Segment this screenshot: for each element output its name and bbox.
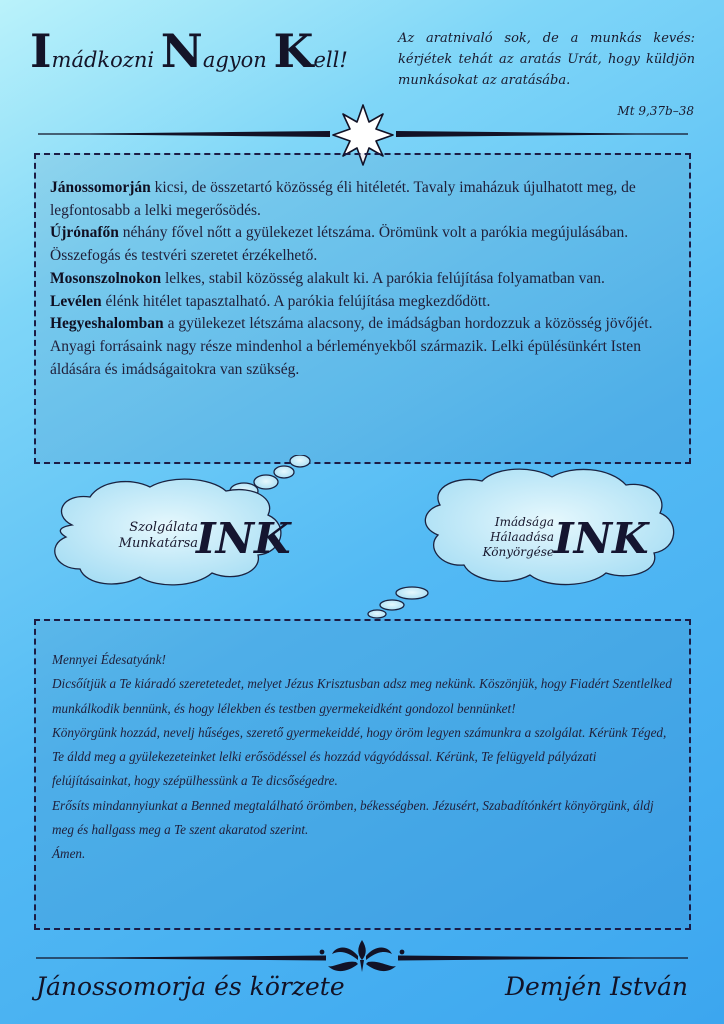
bible-quote: Az aratnivaló sok, de a munkás kevés: kérjétek tehát az aratás Urát, hogy küldjön munkásokat az aratásába.	[398, 31, 695, 88]
report-text: Anyagi forrásaink nagy része mindenhol a bérleményekből származik. Lelki épülésünkért Isten áldására és imádságaitokra van szükség.	[50, 337, 641, 378]
title-initial-2: N	[160, 24, 203, 78]
title-word-2: agyon	[202, 48, 274, 72]
prayer-line: Ámen.	[52, 846, 86, 862]
cloud-right-suffix: INK	[554, 514, 649, 563]
cloud-right-line: Könyörgése	[482, 545, 554, 559]
prayer-line: Mennyei Édesatyánk!	[52, 652, 166, 667]
cloud-left-suffix: INK	[196, 514, 291, 563]
cloud-right-text	[452, 515, 554, 560]
prayer-line: Dicsőítjük a Te kiáradó szeretetedet, melyet Jézus Krisztusban adsz meg nekünk. Köszönjük, hogy Fiadért Szentlelked munkálkodik bennünk, és hogy lélekben és testben gyermekeidként gondozol bennünket!	[52, 676, 672, 716]
bible-reference: Mt 9,37b–38	[617, 104, 694, 118]
footer-district: Jánossomorja és körzete	[36, 972, 345, 1001]
report-text: a gyülekezet létszáma alacsony, de imádságban hordozzuk a közösség jövőjét.	[163, 315, 653, 333]
report-paragraph	[50, 268, 675, 291]
place-name: Hegyeshalomban	[50, 315, 164, 333]
prayer-box	[34, 619, 691, 930]
cloud-right-line: Imádsága	[494, 515, 554, 529]
place-name: Jánossomorján	[50, 179, 151, 196]
report-text: lelkes, stabil közösség alakult ki. A parókia felújítása folyamatban van.	[161, 269, 605, 287]
community-report-box	[34, 153, 691, 464]
title-initial-3: K	[273, 24, 314, 78]
report-paragraph	[50, 336, 675, 381]
report-paragraph	[50, 313, 675, 336]
report-text: élénk hitélet tapasztalható. A parókia felújítása megkezdődött.	[101, 292, 491, 310]
place-name: Levélen	[50, 292, 102, 310]
title-word-3: ell!	[313, 48, 348, 72]
report-text: kicsi, de összetartó közösség éli hitéletét. Tavaly imaházuk újulhatott meg, de legfontosabb a lelki megerősödés.	[50, 179, 636, 219]
prayer-line: Erősíts mindannyiunkat a Benned megtalálható örömben, békességben. Jézusért, Szabadítónkért könyörgünk, áldj meg és hallgass meg a Te szent akaratod szerint.	[52, 797, 654, 838]
report-paragraph	[50, 222, 675, 267]
place-name: Mosonszolnokon	[50, 269, 162, 287]
cloud-left-line: Szolgálata	[129, 520, 198, 535]
prayer-line: Könyörgünk hozzád, nevelj hűséges, szerető gyermekeiddé, hogy öröm legyen számunkra a szolgálat. Kérünk Téged, Te áldd meg a gyülekezeteinket lelki erősödéssel és hozzád vágyódással. Kérünk, Te felügyeld pályázati felújításainkat, hogy szépülhessünk a Te dicsőségedre.	[52, 724, 667, 789]
report-paragraph	[50, 291, 675, 314]
report-text: néhány fővel nőtt a gyülekezet létszáma. Örömünk volt a parókia megújulásában. Összefogás és testvéri szeretet érzékelhető.	[50, 224, 629, 265]
cloud-left-text	[78, 520, 198, 552]
cloud-left-line: Munkatársa	[118, 536, 198, 551]
title-initial-1: I	[30, 24, 52, 78]
footer-author: Demjén István	[504, 972, 688, 1001]
page-title	[30, 24, 360, 90]
title-word-1: mádkozni	[51, 48, 161, 72]
place-name: Újrónafőn	[50, 224, 119, 242]
report-paragraph	[50, 177, 675, 222]
cloud-right-line: Hálaadása	[490, 530, 554, 544]
floral-ornament-icon	[320, 940, 405, 972]
